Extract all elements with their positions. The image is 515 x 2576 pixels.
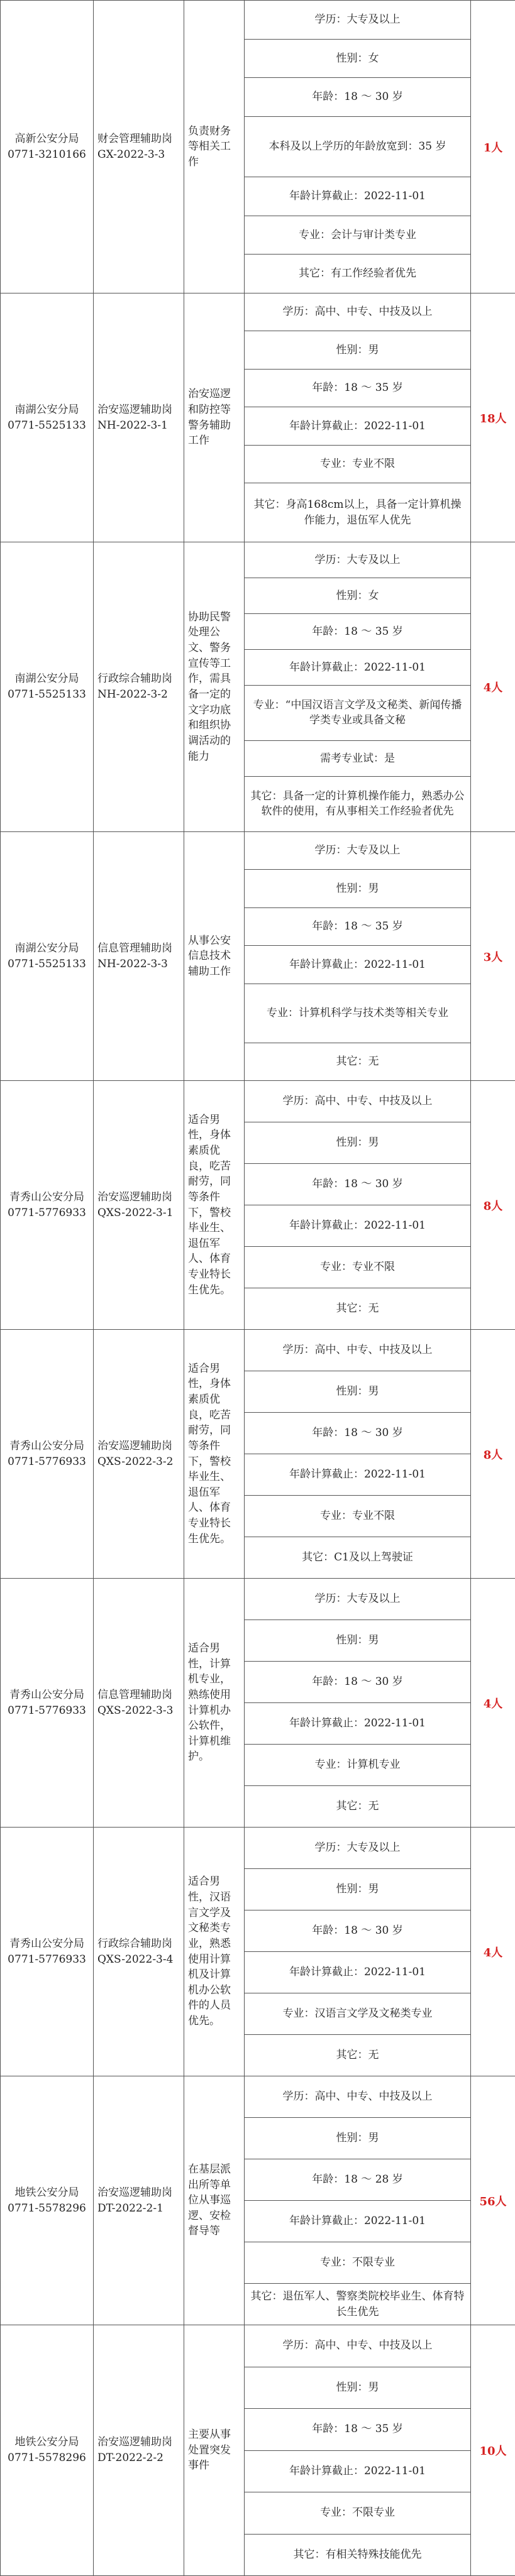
condition-list xyxy=(245,832,470,1080)
condition-item: 专业：计算机科学与技术类等相关专业 xyxy=(245,984,470,1043)
condition-item: 年龄计算截止：2022-11-01 xyxy=(245,2451,470,2493)
condition-item: 本科及以上学历的年龄放宽到：35 岁 xyxy=(245,117,470,177)
unit-cell: 南湖公安分局0771-5525133 xyxy=(1,293,94,542)
condition-item: 专业：汉语言文学及文秘类专业 xyxy=(245,1993,470,2035)
condition-list xyxy=(245,1330,470,1578)
condition-item: 年龄计算截止：2022-11-01 xyxy=(245,1205,470,1247)
condition-item: 年龄：18 ～ 30 岁 xyxy=(245,1413,470,1454)
condition-list xyxy=(245,1579,470,1827)
condition-item: 年龄：18 ～ 35 岁 xyxy=(245,908,470,946)
post-cell: 治安巡逻辅助岗DT-2022-2-1 xyxy=(94,2076,184,2325)
condition-item: 学历：高中、中专、中技及以上 xyxy=(245,2325,470,2367)
unit-cell: 地铁公安分局0771-5578296 xyxy=(1,2076,94,2325)
condition-list xyxy=(245,542,470,831)
condition-item: 年龄计算截止：2022-11-01 xyxy=(245,650,470,686)
conditions-cell xyxy=(245,2325,471,2576)
condition-item: 学历：大专及以上 xyxy=(245,542,470,578)
conditions-cell xyxy=(245,1,471,293)
headcount-cell: 4人 xyxy=(471,1579,515,1828)
post-cell: 信息管理辅助岗QXS-2022-3-3 xyxy=(94,1579,184,1828)
duty-cell: 主要从事处置突发事件 xyxy=(184,2325,245,2576)
table-row xyxy=(1,1,515,293)
table-row xyxy=(1,293,515,542)
condition-item: 其它：退伍军人、警察类院校毕业生、体育特长生优先 xyxy=(245,2284,470,2325)
condition-item: 性别：男 xyxy=(245,1122,470,1164)
headcount-cell: 18人 xyxy=(471,293,515,542)
condition-item: 其它：无 xyxy=(245,2035,470,2076)
unit-cell: 青秀山公安分局0771-5776933 xyxy=(1,1579,94,1828)
condition-item: 性别：男 xyxy=(245,2367,470,2409)
condition-item: 年龄：18 ～ 35 岁 xyxy=(245,2409,470,2451)
condition-item: 年龄计算截止：2022-11-01 xyxy=(245,177,470,216)
headcount-cell: 56人 xyxy=(471,2076,515,2325)
condition-list xyxy=(245,1,470,293)
condition-item: 专业：不限专业 xyxy=(245,2242,470,2284)
post-cell: 财会管理辅助岗GX-2022-3-3 xyxy=(94,1,184,293)
headcount-cell: 8人 xyxy=(471,1330,515,1579)
duty-cell: 适合男性，计算机专业，熟练使用计算机办公软件，计算机维护。 xyxy=(184,1579,245,1828)
condition-item: 其它：无 xyxy=(245,1288,470,1329)
condition-item: 专业：“中国汉语言文学及文秘类、新闻传播学类专业或具备文秘 xyxy=(245,686,470,741)
table-row xyxy=(1,2325,515,2576)
unit-cell: 高新公安分局0771-3210166 xyxy=(1,1,94,293)
condition-item: 年龄计算截止：2022-11-01 xyxy=(245,407,470,445)
table-row xyxy=(1,542,515,832)
post-cell: 治安巡逻辅助岗QXS-2022-3-1 xyxy=(94,1081,184,1330)
condition-item: 专业：专业不限 xyxy=(245,446,470,483)
conditions-cell xyxy=(245,1579,471,1828)
condition-item: 学历：大专及以上 xyxy=(245,1,470,40)
conditions-cell xyxy=(245,1828,471,2076)
condition-item: 性别：男 xyxy=(245,2118,470,2159)
condition-item: 年龄计算截止：2022-11-01 xyxy=(245,1454,470,1496)
post-cell: 治安巡逻辅助岗QXS-2022-3-2 xyxy=(94,1330,184,1579)
condition-item: 专业：不限专业 xyxy=(245,2492,470,2535)
table-body xyxy=(1,1,515,2576)
unit-cell: 青秀山公安分局0771-5776933 xyxy=(1,1330,94,1579)
condition-item: 性别：女 xyxy=(245,578,470,614)
conditions-cell xyxy=(245,1330,471,1579)
condition-list xyxy=(245,2076,470,2325)
conditions-cell xyxy=(245,542,471,832)
table-row xyxy=(1,2076,515,2325)
condition-item: 学历：高中、中专、中技及以上 xyxy=(245,293,470,331)
condition-item: 学历：高中、中专、中技及以上 xyxy=(245,2076,470,2118)
condition-item: 其它：具备一定的计算机操作能力，熟悉办公软件的使用，有从事相关工作经验者优先 xyxy=(245,777,470,831)
unit-cell: 地铁公安分局0771-5578296 xyxy=(1,2325,94,2576)
headcount-cell: 4人 xyxy=(471,1828,515,2076)
duty-cell: 适合男性，汉语言文学及文秘类专业，熟悉使用计算机及计算机办公软件的人员优先。 xyxy=(184,1828,245,2076)
condition-item: 学历：大专及以上 xyxy=(245,1579,470,1620)
condition-item: 年龄：18 ～ 30 岁 xyxy=(245,1910,470,1952)
duty-cell: 协助民警处理公文、警务宣传等工作，需具备一定的文字功底和组织协调活动的能力 xyxy=(184,542,245,832)
condition-item: 性别：女 xyxy=(245,40,470,79)
table-row xyxy=(1,832,515,1081)
post-cell: 信息管理辅助岗NH-2022-3-3 xyxy=(94,832,184,1081)
headcount-cell: 8人 xyxy=(471,1081,515,1330)
condition-item: 需考专业试：是 xyxy=(245,741,470,777)
condition-list xyxy=(245,293,470,542)
condition-item: 学历：高中、中专、中技及以上 xyxy=(245,1330,470,1371)
headcount-cell: 10人 xyxy=(471,2325,515,2576)
condition-item: 性别：男 xyxy=(245,1620,470,1662)
condition-item: 年龄：18 ～ 30 岁 xyxy=(245,78,470,117)
condition-item: 学历：大专及以上 xyxy=(245,1828,470,1869)
condition-item: 其它：无 xyxy=(245,1043,470,1080)
headcount-cell: 1人 xyxy=(471,1,515,293)
table-row xyxy=(1,1579,515,1828)
condition-item: 其它：C1及以上驾驶证 xyxy=(245,1537,470,1578)
unit-cell: 青秀山公安分局0771-5776933 xyxy=(1,1081,94,1330)
condition-item: 年龄计算截止：2022-11-01 xyxy=(245,2201,470,2242)
condition-list xyxy=(245,2325,470,2575)
duty-cell: 从事公安信息技术辅助工作 xyxy=(184,832,245,1081)
condition-item: 专业：专业不限 xyxy=(245,1247,470,1288)
condition-item: 性别：男 xyxy=(245,1371,470,1413)
condition-item: 专业：专业不限 xyxy=(245,1496,470,1537)
condition-item: 学历：大专及以上 xyxy=(245,832,470,870)
table-row xyxy=(1,1330,515,1579)
table-row xyxy=(1,1081,515,1330)
duty-cell: 治安巡逻和防控等警务辅助工作 xyxy=(184,293,245,542)
condition-item: 年龄：18 ～ 30 岁 xyxy=(245,1662,470,1703)
conditions-cell xyxy=(245,1081,471,1330)
condition-item: 年龄计算截止：2022-11-01 xyxy=(245,1703,470,1745)
duty-cell: 负责财务等相关工作 xyxy=(184,1,245,293)
condition-item: 其它：有工作经验者优先 xyxy=(245,255,470,293)
condition-item: 其它：身高168cm以上，具备一定计算机操作能力，退伍军人优先 xyxy=(245,483,470,542)
condition-item: 年龄：18 ～ 28 岁 xyxy=(245,2159,470,2201)
condition-item: 年龄计算截止：2022-11-01 xyxy=(245,946,470,984)
conditions-cell xyxy=(245,2076,471,2325)
condition-list xyxy=(245,1828,470,2076)
condition-item: 性别：男 xyxy=(245,331,470,369)
condition-item: 专业：会计与审计类专业 xyxy=(245,216,470,255)
unit-cell: 南湖公安分局0771-5525133 xyxy=(1,542,94,832)
post-cell: 治安巡逻辅助岗NH-2022-3-1 xyxy=(94,293,184,542)
post-cell: 行政综合辅助岗NH-2022-3-2 xyxy=(94,542,184,832)
condition-item: 专业：计算机专业 xyxy=(245,1745,470,1786)
condition-item: 年龄计算截止：2022-11-01 xyxy=(245,1952,470,1993)
condition-item: 其它：有相关特殊技能优先 xyxy=(245,2535,470,2576)
post-cell: 行政综合辅助岗QXS-2022-3-4 xyxy=(94,1828,184,2076)
condition-item: 其它：无 xyxy=(245,1786,470,1827)
headcount-cell: 3人 xyxy=(471,832,515,1081)
conditions-cell xyxy=(245,293,471,542)
condition-item: 年龄：18 ～ 35 岁 xyxy=(245,370,470,407)
condition-item: 年龄：18 ～ 35 岁 xyxy=(245,614,470,650)
condition-list xyxy=(245,1081,470,1329)
condition-item: 性别：男 xyxy=(245,1869,470,1910)
unit-cell: 南湖公安分局0771-5525133 xyxy=(1,832,94,1081)
post-cell: 治安巡逻辅助岗DT-2022-2-2 xyxy=(94,2325,184,2576)
condition-item: 年龄：18 ～ 30 岁 xyxy=(245,1164,470,1205)
conditions-cell xyxy=(245,832,471,1081)
headcount-cell: 4人 xyxy=(471,542,515,832)
duty-cell: 适合男性，身体素质优良，吃苦耐劳，同等条件下，警校毕业生、退伍军人、体育专业特长生优先。 xyxy=(184,1081,245,1330)
table-row xyxy=(1,1828,515,2076)
unit-cell: 青秀山公安分局0771-5776933 xyxy=(1,1828,94,2076)
duty-cell: 在基层派出所等单位从事巡逻、安检督导等 xyxy=(184,2076,245,2325)
condition-item: 性别：男 xyxy=(245,870,470,907)
condition-item: 学历：高中、中专、中技及以上 xyxy=(245,1081,470,1122)
duty-cell: 适合男性，身体素质优良，吃苦耐劳，同等条件下，警校毕业生、退伍军人、体育专业特长生优先。 xyxy=(184,1330,245,1579)
